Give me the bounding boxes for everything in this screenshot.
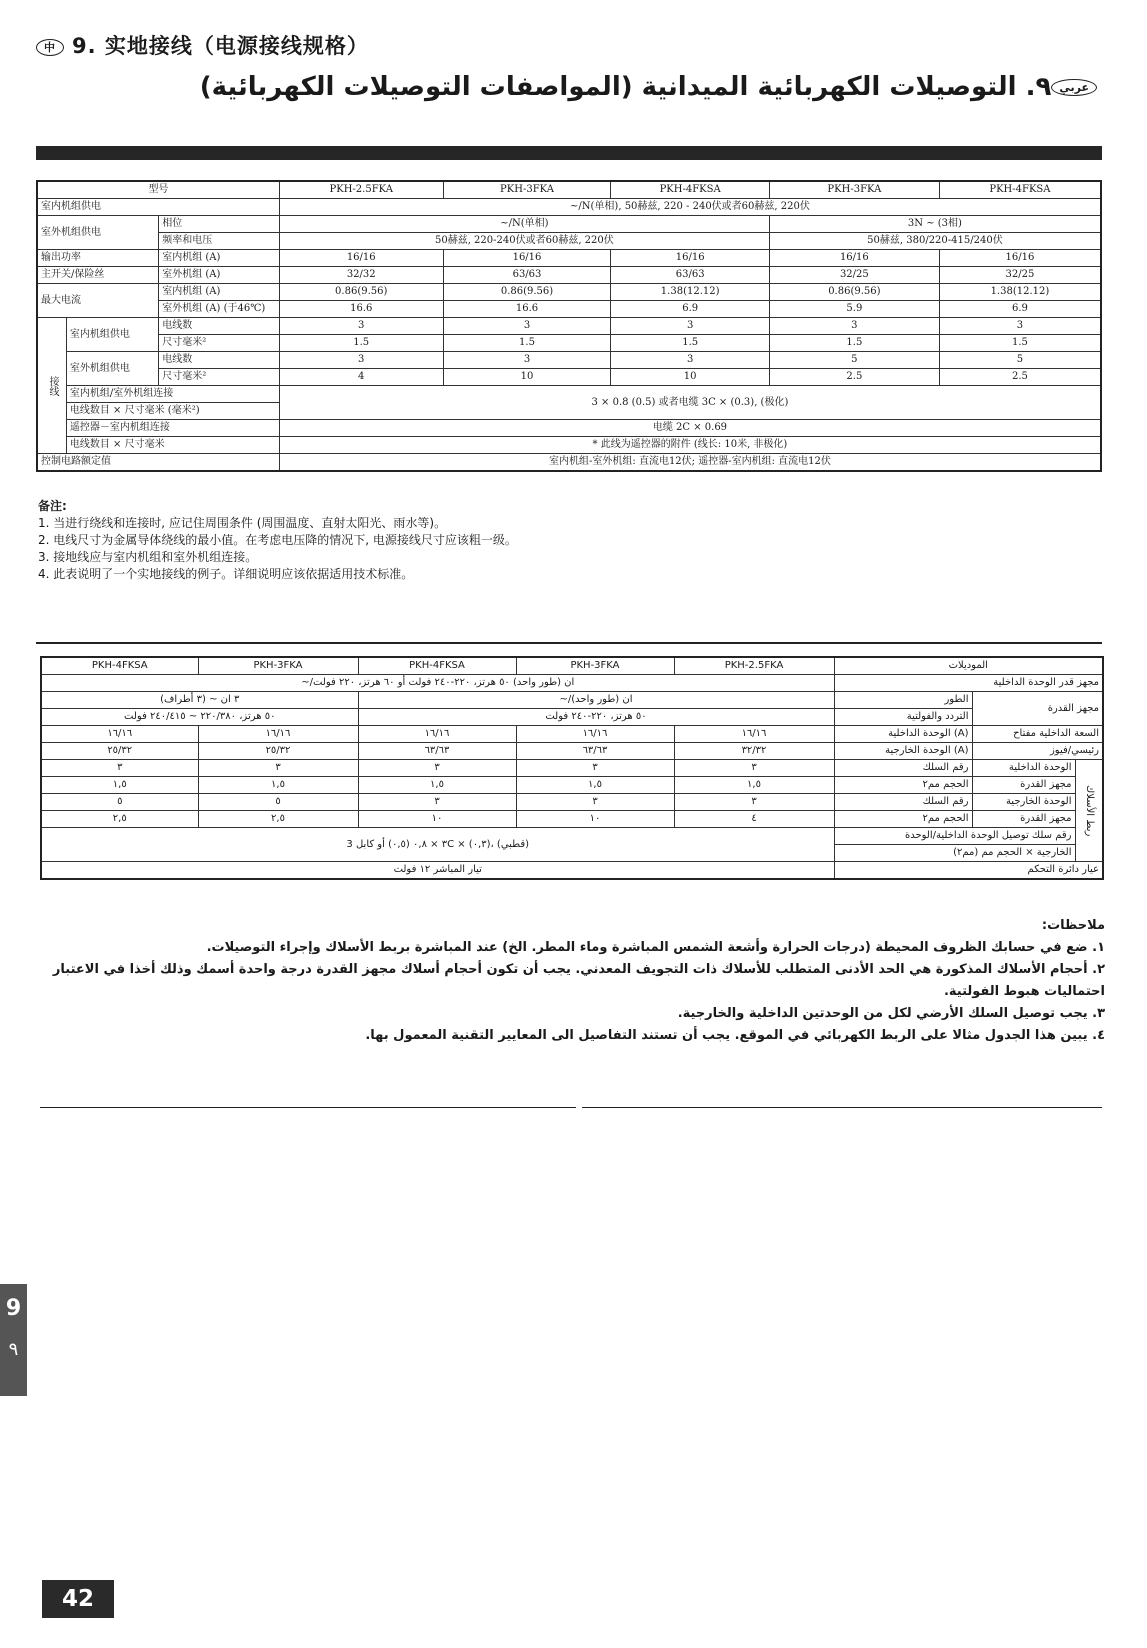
note-item: 1. 当进行绕线和连接时, 应记住周围条件 (周围温度、直射太阳光、雨水等)。 (38, 516, 447, 530)
value-cell: ١,٥ (516, 777, 674, 794)
table-row (41, 726, 1103, 743)
value-cell: ١,٥ (358, 777, 516, 794)
header-cell: 型号 (37, 181, 279, 199)
row-label: 尺寸毫米² (159, 335, 280, 352)
value-cell: ٦٣/٦٣ (516, 743, 674, 760)
title-zh-text: 9. 实地接线（电源接线规格） (72, 34, 369, 58)
row-label: 电线数 (159, 352, 280, 369)
model-cell: PKH-3FKA (443, 181, 611, 199)
value-cell: 3 (279, 318, 443, 335)
row-label: 频率和电压 (159, 233, 280, 250)
section-tab-number-ar: ٩ (8, 1339, 19, 1360)
model-cell: PKH-4FKSA (358, 657, 516, 675)
row-label: الطور (834, 692, 972, 709)
value-cell: ١٦/١٦ (674, 726, 834, 743)
row-label: السعة الداخلية مفتاح (972, 726, 1103, 743)
value-cell: ٣ × ٠,٨ (٠,٥) أو كابل 3C × (٠,٣)، (قطبي) (41, 828, 834, 862)
value-cell: ٦٣/٦٣ (358, 743, 516, 760)
value-cell: 3 (611, 318, 769, 335)
value-cell: ٣ (198, 760, 358, 777)
value-cell: 63/63 (443, 267, 611, 284)
table-row (37, 369, 1101, 386)
table-row (37, 352, 1101, 369)
value-cell: ٣ (516, 760, 674, 777)
value-cell: ١٠ (358, 811, 516, 828)
row-label: رقم السلك (834, 794, 972, 811)
value-cell: ٥ (41, 794, 198, 811)
section-banner (36, 146, 1102, 160)
value-cell: 室内机组-室外机组: 直流电12伏; 遥控器-室内机组: 直流电12伏 (279, 454, 1101, 472)
model-cell: PKH-2.5FKA (674, 657, 834, 675)
divider (36, 642, 1102, 644)
value-cell: ١٦/١٦ (198, 726, 358, 743)
model-cell: PKH-3FKA (198, 657, 358, 675)
row-label: 电线数目 × 尺寸毫米 (66, 437, 279, 454)
value-cell: ٣ (516, 794, 674, 811)
value-cell: ٣ (674, 794, 834, 811)
row-label: الوحدة الداخلية (972, 760, 1075, 777)
value-cell: 3 × 0.8 (0.5) 或者电缆 3C × (0.3), (极化) (279, 386, 1101, 420)
row-label: 室内机组供电 (37, 199, 279, 216)
value-cell: 3 (443, 352, 611, 369)
value-cell: ١٠ (516, 811, 674, 828)
row-label: 控制电路额定值 (37, 454, 279, 472)
note-item: ١. ضع في حسابك الظروف المحيطة (درجات الحرارة وأشعة الشمس المباشرة وماء المطر. الخ) عند المباشرة بربط الأسلاك وإجراء التوصيلات. (206, 940, 1105, 955)
note-item: 4. 此表说明了一个实地接线的例子。详细说明应该依据适用技术标准。 (38, 567, 414, 581)
value-cell: 1.5 (769, 335, 939, 352)
row-label: 室外机组 (A) (于46℃) (159, 301, 280, 318)
language-badge-zh: 中 (36, 39, 64, 56)
table-row (41, 675, 1103, 692)
table-row (41, 709, 1103, 726)
note-item: 3. 接地线应与室内机组和室外机组连接。 (38, 550, 258, 564)
value-cell: ٢٥/٣٢ (198, 743, 358, 760)
table-row (37, 454, 1101, 472)
value-cell: ٢,٥ (41, 811, 198, 828)
row-label: مجهز قدر الوحدة الداخلية (834, 675, 1103, 692)
table-row (41, 777, 1103, 794)
table-row (37, 335, 1101, 352)
model-cell: PKH-2.5FKA (279, 181, 443, 199)
value-cell: ٣٢/٣٢ (674, 743, 834, 760)
row-label: 室外机组 (A) (159, 267, 280, 284)
value-cell: * 此线为遥控器的附件 (线长: 10米, 非极化) (279, 437, 1101, 454)
value-cell: 3 (939, 318, 1101, 335)
table-row (41, 743, 1103, 760)
value-cell: ٣ (358, 794, 516, 811)
value-cell: ٥٠ هرتز، ٢٢٠/٣٨٠ ~ ٢٤٠/٤١٥ فولت (41, 709, 358, 726)
note-item: ٢. أحجام الأسلاك المذكورة هي الحد الأدنى المتطلب للأسلاك ذات التجويف المعدني. يجب أن تكون أحجام أسلاك مجهز القدرة درجة واحدة أسمك وذلك أخذا في الاعتبار احتماليات هبوط الفولتية. (52, 962, 1105, 999)
value-cell: 1.5 (279, 335, 443, 352)
value-cell: ٢,٥ (198, 811, 358, 828)
value-cell: ~/N(单相), 50赫兹, 220 - 240伏或者60赫兹, 220伏 (279, 199, 1101, 216)
row-label: رئيسي/فيوز (972, 743, 1103, 760)
row-label: 电线数目 × 尺寸毫米 (毫米²) (66, 403, 279, 420)
row-label: الحجم مم٢ (834, 777, 972, 794)
value-cell: 0.86(9.56) (769, 284, 939, 301)
value-cell: 32/32 (279, 267, 443, 284)
value-cell: 10 (443, 369, 611, 386)
table-row (37, 420, 1101, 437)
row-label: الوحدة الداخلية (A) (834, 726, 972, 743)
value-cell: 50赫兹, 220-240伏或者60赫兹, 220伏 (279, 233, 769, 250)
row-label: 最大电流 (37, 284, 159, 318)
table-row (41, 794, 1103, 811)
spec-table-zh (36, 180, 1102, 472)
value-cell: ٣ (358, 760, 516, 777)
value-cell: 32/25 (769, 267, 939, 284)
value-cell: ٢٥/٣٢ (41, 743, 198, 760)
title-ar-text: ٩. التوصيلات الكهربائية الميدانية (المواصفات التوصيلات الكهربائية) (199, 72, 1052, 102)
row-label: 遥控器－室内机组连接 (66, 420, 279, 437)
table-row (37, 437, 1101, 454)
value-cell: 10 (611, 369, 769, 386)
value-cell: 16/16 (279, 250, 443, 267)
row-label: رقم سلك توصيل الوحدة الداخلية/الوحدة (834, 828, 1075, 845)
value-cell: 16/16 (443, 250, 611, 267)
notes-title: ملاحظات: (1041, 918, 1105, 933)
row-label: 电线数 (159, 318, 280, 335)
value-cell: 50赫兹, 380/220-415/240伏 (769, 233, 1101, 250)
value-cell: تيار المباشر ١٢ فولت (41, 862, 834, 880)
value-cell: 3 (769, 318, 939, 335)
row-label: 主开关/保险丝 (37, 267, 159, 284)
row-label: مجهز القدرة (972, 811, 1075, 828)
model-cell: PKH-3FKA (516, 657, 674, 675)
row-label: الوحدة الخارجية (972, 794, 1075, 811)
divider (582, 1107, 1102, 1108)
notes-zh (38, 498, 517, 583)
row-label: 相位 (159, 216, 280, 233)
table-row (37, 301, 1101, 318)
notes-ar (45, 915, 1105, 1047)
model-cell: PKH-3FKA (769, 181, 939, 199)
table-row (41, 811, 1103, 828)
value-cell: ٥٠ هرتز، ٢٢٠-٢٤٠ فولت (358, 709, 834, 726)
row-label: 室内机组 (A) (159, 284, 280, 301)
value-cell: ٥ (198, 794, 358, 811)
value-cell: ٣ ان ~ (٣ أطراف) (41, 692, 358, 709)
row-label: رقم السلك (834, 760, 972, 777)
value-cell: 16/16 (611, 250, 769, 267)
table-row (37, 181, 1101, 199)
table-row (37, 318, 1101, 335)
table-row (37, 233, 1101, 250)
value-cell: 3 (279, 352, 443, 369)
section-tab (0, 1284, 27, 1396)
row-label: 室内机组/室外机组连接 (66, 386, 279, 403)
model-cell: PKH-4FKSA (939, 181, 1101, 199)
row-label: مجهز القدرة (972, 692, 1103, 726)
value-cell: 0.86(9.56) (443, 284, 611, 301)
page-title-zh (36, 30, 369, 60)
value-cell: 0.86(9.56) (279, 284, 443, 301)
table-row (41, 862, 1103, 880)
table-row (37, 267, 1101, 284)
value-cell: 5.9 (769, 301, 939, 318)
value-cell: ٣ (41, 760, 198, 777)
value-cell: ١٦/١٦ (516, 726, 674, 743)
value-cell: 1.5 (939, 335, 1101, 352)
row-label: 室内机组供电 (66, 318, 158, 352)
value-cell: ~/ان (طور واحد) ٥٠ هرتز، ٢٢٠-٢٤٠ فولت أو ٦٠ هرتز، ٢٢٠ فولت (41, 675, 834, 692)
header-cell: الموديلات (834, 657, 1103, 675)
row-label: الخارجية × الحجم مم (مم٢) (834, 845, 1075, 862)
value-cell: 1.38(12.12) (611, 284, 769, 301)
table-row (37, 216, 1101, 233)
value-cell: ١,٥ (674, 777, 834, 794)
row-label: مجهز القدرة (972, 777, 1075, 794)
value-cell: 5 (769, 352, 939, 369)
value-cell: 2.5 (939, 369, 1101, 386)
value-cell: ٤ (674, 811, 834, 828)
table-row (41, 760, 1103, 777)
note-item: ٤. يبين هذا الجدول مثالا على الربط الكهربائي في الموقع. يجب أن تستند التفاصيل الى المعايير التقنية المعمول بها. (365, 1028, 1105, 1043)
value-cell: 1.5 (611, 335, 769, 352)
row-label: 室外机组供电 (66, 352, 158, 386)
row-label: التردد والفولتية (834, 709, 972, 726)
value-cell: ~/ان (طور واحد) (358, 692, 834, 709)
divider (40, 1107, 576, 1108)
value-cell: 1.5 (443, 335, 611, 352)
value-cell: 63/63 (611, 267, 769, 284)
spec-table-ar (40, 656, 1104, 880)
note-item: 2. 电线尺寸为金属导体绕线的最小值。在考虑电压降的情况下, 电源接线尺寸应该粗一级。 (38, 533, 517, 547)
table-row (37, 386, 1101, 403)
value-cell: 3N ~ (3相) (769, 216, 1101, 233)
table-row (41, 692, 1103, 709)
page-title-ar (200, 72, 1105, 102)
row-label: 室内机组 (A) (159, 250, 280, 267)
value-cell: 6.9 (939, 301, 1101, 318)
notes-title: 备注: (38, 499, 67, 513)
section-tab-number: 9 (5, 1296, 22, 1321)
value-cell: ٣ (674, 760, 834, 777)
model-cell: PKH-4FKSA (41, 657, 198, 675)
model-cell: PKH-4FKSA (611, 181, 769, 199)
table-row (41, 828, 1103, 845)
value-cell: 16.6 (443, 301, 611, 318)
wiring-label: ربط الأسلاك (1075, 760, 1103, 862)
value-cell: 3 (611, 352, 769, 369)
page-number: 42 (42, 1580, 114, 1618)
wiring-label: 接线 (37, 318, 66, 454)
value-cell: 6.9 (611, 301, 769, 318)
value-cell: ١,٥ (41, 777, 198, 794)
value-cell: 5 (939, 352, 1101, 369)
table-row (41, 657, 1103, 675)
row-label: الوحدة الخارجية (A) (834, 743, 972, 760)
value-cell: 电缆 2C × 0.69 (279, 420, 1101, 437)
value-cell: 16.6 (279, 301, 443, 318)
value-cell: ١٦/١٦ (41, 726, 198, 743)
language-badge-ar: عربي (1051, 79, 1097, 96)
value-cell: 16/16 (769, 250, 939, 267)
value-cell: 16/16 (939, 250, 1101, 267)
row-label: 尺寸毫米² (159, 369, 280, 386)
value-cell: ~/N(单相) (279, 216, 769, 233)
value-cell: ١٦/١٦ (358, 726, 516, 743)
row-label: عيار دائرة التحكم (834, 862, 1103, 880)
table-row (37, 250, 1101, 267)
row-label: 室外机组供电 (37, 216, 159, 250)
row-label: الحجم مم٢ (834, 811, 972, 828)
value-cell: 1.38(12.12) (939, 284, 1101, 301)
value-cell: 2.5 (769, 369, 939, 386)
table-row (37, 284, 1101, 301)
value-cell: ١,٥ (198, 777, 358, 794)
value-cell: 3 (443, 318, 611, 335)
value-cell: 32/25 (939, 267, 1101, 284)
note-item: ٣. يجب توصيل السلك الأرضي لكل من الوحدتين الداخلية والخارجية. (677, 1006, 1105, 1021)
table-row (37, 199, 1101, 216)
row-label: 输出功率 (37, 250, 159, 267)
value-cell: 4 (279, 369, 443, 386)
